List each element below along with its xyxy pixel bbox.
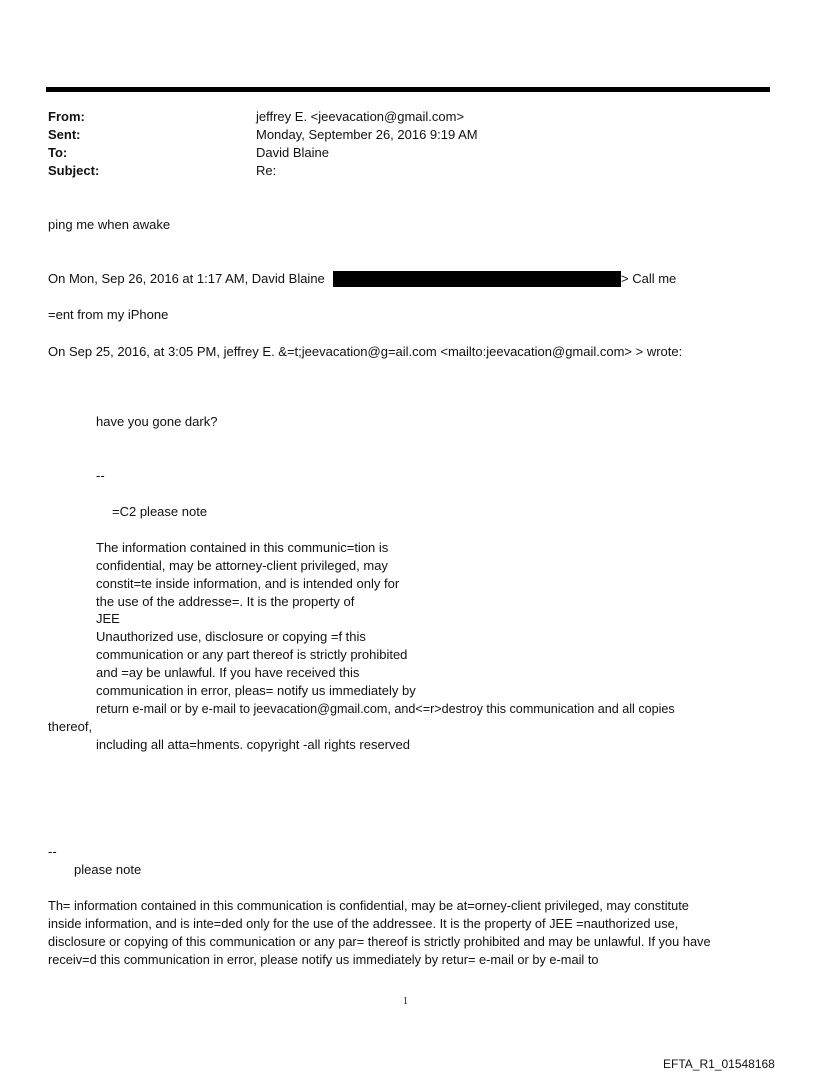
final-disclaimer-line: inside information, and is inte=ded only for the use of the addressee. It is the property of JEE =nauthorized use, bbox=[48, 916, 679, 931]
disclaimer-line: confidential, may be attorney-client privileged, may bbox=[96, 558, 388, 573]
to-label: To: bbox=[48, 145, 68, 160]
quote-attribution-1-suffix: > Call me bbox=[621, 271, 677, 286]
subject-value: Re: bbox=[256, 163, 277, 178]
disclaimer-line: The information contained in this communic=tion is bbox=[96, 540, 389, 555]
final-disclaimer-line: receiv=d this communication in error, please notify us immediately by retur= e-mail or by e-mail to bbox=[48, 952, 599, 967]
disclaimer-line: Unauthorized use, disclosure or copying =f this bbox=[96, 629, 366, 644]
disclaimer-line: communication in error, pleas= notify us immediately by bbox=[96, 683, 416, 698]
to-value: David Blaine bbox=[256, 145, 329, 160]
question-text: have you gone dark? bbox=[96, 414, 218, 429]
disclaimer-last-line: including all atta=hments. copyright -all rights reserved bbox=[96, 737, 410, 752]
final-disclaimer-line: disclosure or copying of this communication or any par= thereof is strictly prohibited and may be unlawful. If you have bbox=[48, 934, 711, 949]
page-number: 1 bbox=[403, 996, 408, 1007]
header-rule bbox=[46, 87, 770, 92]
disclaimer-line: JEE bbox=[96, 611, 120, 626]
signature-dashes: -- bbox=[96, 468, 105, 483]
signature-2-note: please note bbox=[74, 862, 142, 877]
disclaimer-wrap: thereof, bbox=[48, 719, 93, 734]
disclaimer-line: return e-mail or by e-mail to jeevacation@gmail.com, and<=r>destroy this communication and all copies bbox=[96, 702, 675, 716]
final-disclaimer-line: Th= information contained in this communication is confidential, may be at=orney-client privileged, may constitute bbox=[48, 898, 689, 913]
from-label: From: bbox=[48, 109, 85, 124]
disclaimer-line: communication or any part thereof is strictly prohibited bbox=[96, 647, 408, 662]
sent-from-line: =ent from my iPhone bbox=[48, 307, 169, 322]
disclaimer-line: and =ay be unlawful. If you have received this bbox=[96, 665, 360, 680]
sent-label: Sent: bbox=[48, 127, 81, 142]
quote-attribution-1: On Mon, Sep 26, 2016 at 1:17 AM, David Blaine bbox=[48, 271, 325, 286]
quote-attribution-2: On Sep 25, 2016, at 3:05 PM, jeffrey E. &=t;jeevacation@g=ail.com <mailto:jeevacation@gmail.com> > wrote: bbox=[48, 344, 683, 359]
disclaimer-line: constit=te inside information, and is intended only for bbox=[96, 576, 400, 591]
reply-text: ping me when awake bbox=[48, 217, 171, 232]
signature-note: =C2 please note bbox=[112, 504, 208, 519]
redaction-box bbox=[333, 271, 621, 287]
from-value: jeffrey E. <jeevacation@gmail.com> bbox=[256, 109, 465, 124]
disclaimer-line: the use of the addresse=. It is the property of bbox=[96, 594, 355, 609]
bates-number: EFTA_R1_01548168 bbox=[663, 1057, 775, 1071]
subject-label: Subject: bbox=[48, 163, 100, 178]
signature-2-dashes: -- bbox=[48, 844, 57, 859]
sent-value: Monday, September 26, 2016 9:19 AM bbox=[256, 127, 478, 142]
